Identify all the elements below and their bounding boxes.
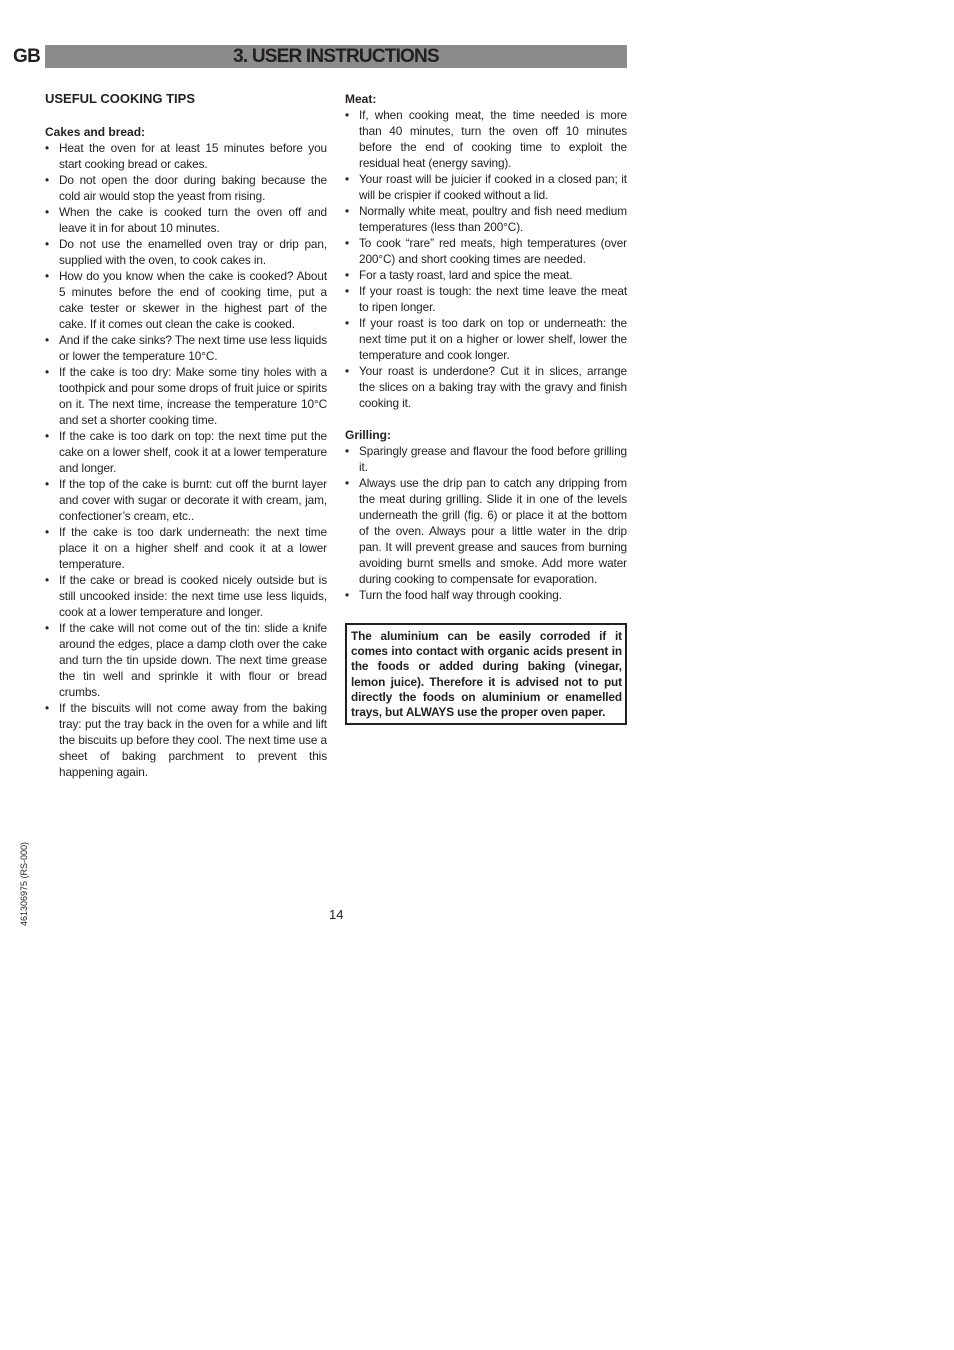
- list-item: [45, 364, 327, 428]
- list-item: [45, 172, 327, 204]
- bullet: •: [345, 588, 350, 602]
- section-title-bar: [45, 45, 627, 68]
- bullet: •: [345, 204, 350, 218]
- bullet: •: [45, 141, 50, 155]
- language-code: GB: [13, 46, 41, 67]
- list-item: [45, 140, 327, 172]
- bullet: •: [45, 621, 50, 635]
- list-item: [45, 524, 327, 572]
- list-item: [45, 204, 327, 236]
- bullet: •: [45, 525, 50, 539]
- cakes-bread-list: [45, 140, 327, 780]
- bullet: •: [45, 573, 50, 587]
- list-item-text: How do you know when the cake is cooked? About 5 minutes before the end of cooking time, put a cake tester or skewer in the highest part of the cake. If it comes out clean the cake is cooked.: [59, 269, 327, 331]
- list-item: [345, 475, 627, 587]
- bullet: •: [45, 333, 50, 347]
- list-item-text: If the top of the cake is burnt: cut off the burnt layer and cover with sugar or decorate it with cream, jam, confectioner’s cream, etc..: [59, 477, 327, 523]
- list-item-text: If your roast is too dark on top or underneath: the next time put it on a higher or lower shelf, lower the temperature and cook longer.: [359, 316, 627, 362]
- bullet: •: [345, 236, 350, 250]
- bullet: •: [45, 701, 50, 715]
- grilling-list: [345, 443, 627, 603]
- list-item-text: If the cake is too dark underneath: the next time place it on a higher shelf and cook it at a lower temperature.: [59, 525, 327, 571]
- list-item: [345, 315, 627, 363]
- list-item: [345, 203, 627, 235]
- list-item: [345, 587, 627, 603]
- bullet: •: [345, 316, 350, 330]
- bullet: •: [345, 476, 350, 490]
- list-item-text: Your roast will be juicier if cooked in a closed pan; it will be crispier if cooked without a lid.: [359, 172, 627, 202]
- list-item: [45, 332, 327, 364]
- list-item-text: If, when cooking meat, the time needed is more than 40 minutes, turn the oven off 10 minutes before the end of cooking time to exploit the residual heat (energy saving).: [359, 108, 627, 170]
- list-item: [45, 268, 327, 332]
- list-item-text: If the cake is too dry: Make some tiny holes with a toothpick and pour some drops of fruit juice or spirits on it. The next time, increase the temperature 10°C and set a shorter cooking time.: [59, 365, 327, 427]
- list-item: [45, 700, 327, 780]
- list-item: [45, 236, 327, 268]
- list-item-text: Turn the food half way through cooking.: [359, 588, 562, 602]
- bullet: •: [45, 173, 50, 187]
- list-item-text: For a tasty roast, lard and spice the meat.: [359, 268, 573, 282]
- list-item-text: If the cake will not come out of the tin: slide a knife around the edges, place a damp cloth over the cake and turn the tin upside down. The next time grease the tin well and sprinkle it with flour or bread crumbs.: [59, 621, 327, 699]
- right-column: [345, 91, 627, 725]
- list-item: [45, 572, 327, 620]
- bullet: •: [345, 364, 350, 378]
- list-item-text: Always use the drip pan to catch any dripping from the meat during grilling. Slide it in one of the levels underneath the grill (fig. 6) or place it at the bottom of the oven. Always pour a little water in the drip pan. It will prevent grease and sauces from burning avoiding burnt smells and smoke. Add more water during cooking to compensate for evaporation.: [359, 476, 627, 586]
- list-item: [345, 171, 627, 203]
- section-title: 3. USER INSTRUCTIONS: [233, 46, 439, 67]
- list-item-text: If your roast is tough: the next time leave the meat to ripen longer.: [359, 284, 627, 314]
- meat-list: [345, 107, 627, 411]
- useful-cooking-tips-heading: USEFUL COOKING TIPS: [45, 91, 195, 106]
- list-item-text: To cook “rare” red meats, high temperatures (over 200°C) and short cooking times are needed.: [359, 236, 627, 266]
- list-item: [345, 267, 627, 283]
- bullet: •: [45, 269, 50, 283]
- list-item: [45, 428, 327, 476]
- bullet: •: [45, 477, 50, 491]
- bullet: •: [345, 268, 350, 282]
- list-item-text: If the cake or bread is cooked nicely outside but is still uncooked inside: the next time use less liquids, cook at a lower temperature and longer.: [59, 573, 327, 619]
- bullet: •: [345, 284, 350, 298]
- bullet: •: [45, 237, 50, 251]
- bullet: •: [345, 172, 350, 186]
- warning-text: The aluminium can be easily corroded if it comes into contact with organic acids present in the foods or added during baking (vinegar, lemon juice). Therefore it is advised not to put directly the foods on aluminium or enamelled trays, but ALWAYS use the proper oven paper.: [351, 629, 622, 720]
- bullet: •: [45, 365, 50, 379]
- meat-subheading: Meat:: [345, 92, 377, 106]
- list-item-text: If the cake is too dark on top: the next time put the cake on a lower shelf, cook it at a lower temperature and longer.: [59, 429, 327, 475]
- cakes-bread-subheading: Cakes and bread:: [45, 125, 146, 139]
- list-item-text: Your roast is underdone? Cut it in slices, arrange the slices on a baking tray with the gravy and finish cooking it.: [359, 364, 627, 410]
- bullet: •: [345, 444, 350, 458]
- grilling-subheading: Grilling:: [345, 428, 391, 442]
- list-item-text: When the cake is cooked turn the oven off and leave it in for about 10 minutes.: [59, 205, 327, 235]
- list-item: [345, 443, 627, 475]
- bullet: •: [45, 205, 50, 219]
- list-item-text: And if the cake sinks? The next time use less liquids or lower the temperature 10°C.: [59, 333, 327, 363]
- list-item-text: Normally white meat, poultry and fish need medium temperatures (less than 200°C).: [359, 204, 627, 234]
- aluminium-warning-box: [345, 623, 627, 725]
- bullet: •: [345, 108, 350, 122]
- list-item: [345, 363, 627, 411]
- list-item: [345, 283, 627, 315]
- bullet: •: [45, 429, 50, 443]
- page-number: 14: [329, 907, 344, 922]
- list-item-text: Do not open the door during baking because the cold air would stop the yeast from rising.: [59, 173, 327, 203]
- list-item: [45, 620, 327, 700]
- list-item: [345, 107, 627, 171]
- list-item-text: Sparingly grease and flavour the food before grilling it.: [359, 444, 627, 474]
- list-item: [345, 235, 627, 267]
- left-column: [45, 91, 327, 780]
- list-item-text: Heat the oven for at least 15 minutes before you start cooking bread or cakes.: [59, 141, 327, 171]
- document-code: 461306975 (RS-000): [19, 841, 29, 926]
- list-item-text: Do not use the enamelled oven tray or drip pan, supplied with the oven, to cook cakes in.: [59, 237, 327, 267]
- list-item-text: If the biscuits will not come away from the baking tray: put the tray back in the oven for a while and lift the biscuits up before they cool. The next time use a sheet of baking parchment to prevent this happening again.: [59, 701, 327, 779]
- list-item: [45, 476, 327, 524]
